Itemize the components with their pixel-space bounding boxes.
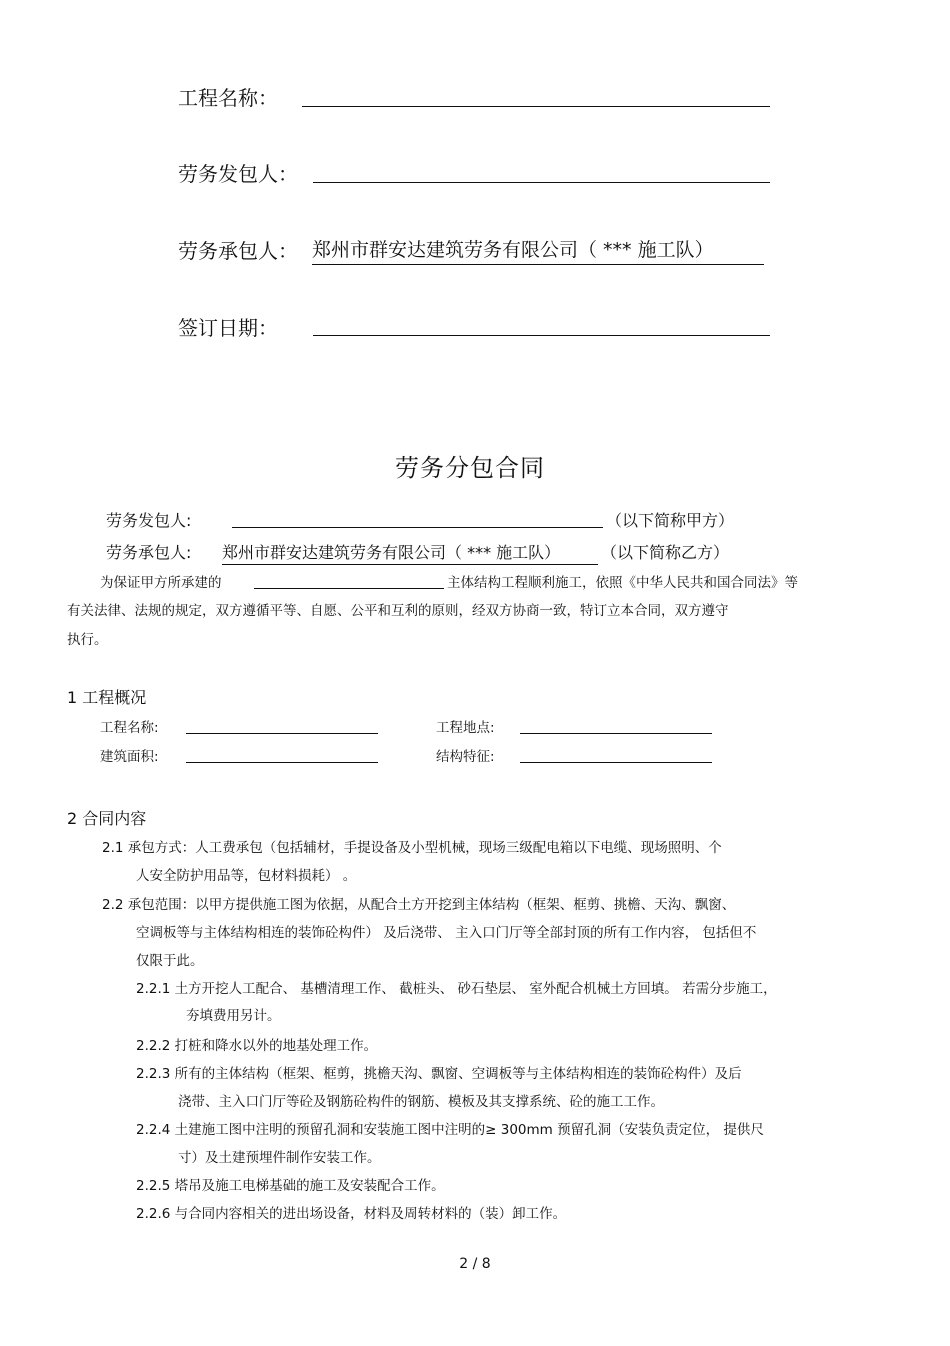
item-2-2-5: 2.2.5 塔吊及施工电梯基础的施工及安装配合工作。 — [136, 1178, 445, 1194]
project-location-label: 工程地点: — [436, 720, 495, 736]
intro-line-2: 有关法律、法规的规定，双方遵循平等、自愿、公平和互利的原则，经双方协商一致，特订立本合同，双方遵守 — [67, 603, 729, 619]
intro-start: 为保证甲方所承建的 — [100, 575, 222, 591]
building-area-label: 建筑面积: — [100, 749, 159, 765]
cover-contractor-label: 劳务发包人： — [178, 162, 298, 186]
item-2-2-6: 2.2.6 与合同内容相关的进出场设备，材料及周转材料的（装）卸工作。 — [136, 1206, 567, 1222]
item-2-2-3-line-2: 浇带、主入口门厅等砼及钢筋砼构件的钢筋、模板及其支撑系统、砼的施工工作。 — [178, 1094, 664, 1110]
intro-line-3: 执行。 — [67, 632, 108, 648]
intro-end: 主体结构工程顺利施工，依照《中华人民共和国合同法》等 — [447, 575, 798, 591]
page-number: 2 / 8 — [459, 1256, 491, 1272]
item-2-2-3-line-1: 2.2.3 所有的主体结构（框架、框剪，挑檐天沟、飘窗、空调板等与主体结构相连的装饰砼构件）及后 — [136, 1066, 742, 1082]
party-a-line — [232, 527, 603, 528]
cover-subcontractor-label: 劳务承包人： — [178, 239, 298, 263]
structure-feature-line — [520, 762, 712, 763]
party-b-value: 郑州市群安达建筑劳务有限公司（ *** 施工队） — [222, 540, 598, 565]
structure-feature-label: 结构特征: — [436, 749, 495, 765]
intro-project-line — [254, 588, 444, 589]
cover-project-name-line — [302, 106, 770, 107]
item-2-2-1-line-2: 夯填费用另计。 — [186, 1008, 281, 1024]
item-2-2-4-line-1: 2.2.4 土建施工图中注明的预留孔洞和安装施工图中注明的≥ 300mm 预留孔洞（安装负责定位， 提供尺 — [136, 1122, 764, 1138]
project-name-label: 工程名称: — [100, 720, 159, 736]
section-2-heading: 2 合同内容 — [67, 809, 147, 828]
item-2-1-line-2: 人安全防护用品等，包材料损耗） 。 — [136, 868, 357, 884]
item-2-2-1-line-1: 2.2.1 土方开挖人工配合、 基槽清理工作、 截桩头、 砂石垫层、 室外配合机械土方回填。 若需分步施工， — [136, 981, 777, 997]
party-a-suffix: （以下简称甲方） — [606, 511, 735, 530]
item-2-2-2: 2.2.2 打桩和降水以外的地基处理工作。 — [136, 1038, 378, 1054]
contract-title: 劳务分包合同 — [395, 454, 545, 482]
item-2-1-line-1: 2.1 承包方式：人工费承包（包括辅材，手提设备及小型机械，现场三级配电箱以下电缆、现场照明、个 — [102, 840, 722, 856]
item-2-2-line-2: 空调板等与主体结构相连的装饰砼构件） 及后浇带、 主入口门厅等全部封顶的所有工作内容， 包括但不 — [136, 925, 757, 941]
item-2-2-line-1: 2.2 承包范围：以甲方提供施工图为依据，从配合土方开挖到主体结构（框架、框剪、挑檐、天沟、飘窗、 — [102, 897, 736, 913]
party-b-suffix: （以下简称乙方） — [601, 543, 730, 562]
cover-contractor-line — [313, 182, 770, 183]
party-a-label: 劳务发包人: — [106, 511, 192, 530]
item-2-2-line-3: 仅限于此。 — [136, 953, 204, 969]
project-location-line — [520, 733, 712, 734]
section-1-heading: 1 工程概况 — [67, 688, 147, 707]
item-2-2-4-line-2: 寸）及土建预埋件制作安装工作。 — [178, 1150, 381, 1166]
project-name-line — [186, 733, 378, 734]
cover-subcontractor-value: 郑州市群安达建筑劳务有限公司（ *** 施工队） — [312, 235, 764, 265]
building-area-line — [186, 762, 378, 763]
cover-sign-date-line — [313, 335, 770, 336]
cover-sign-date-label: 签订日期： — [178, 316, 278, 340]
party-b-label: 劳务承包人: — [106, 543, 192, 562]
cover-project-name-label: 工程名称： — [178, 86, 278, 110]
